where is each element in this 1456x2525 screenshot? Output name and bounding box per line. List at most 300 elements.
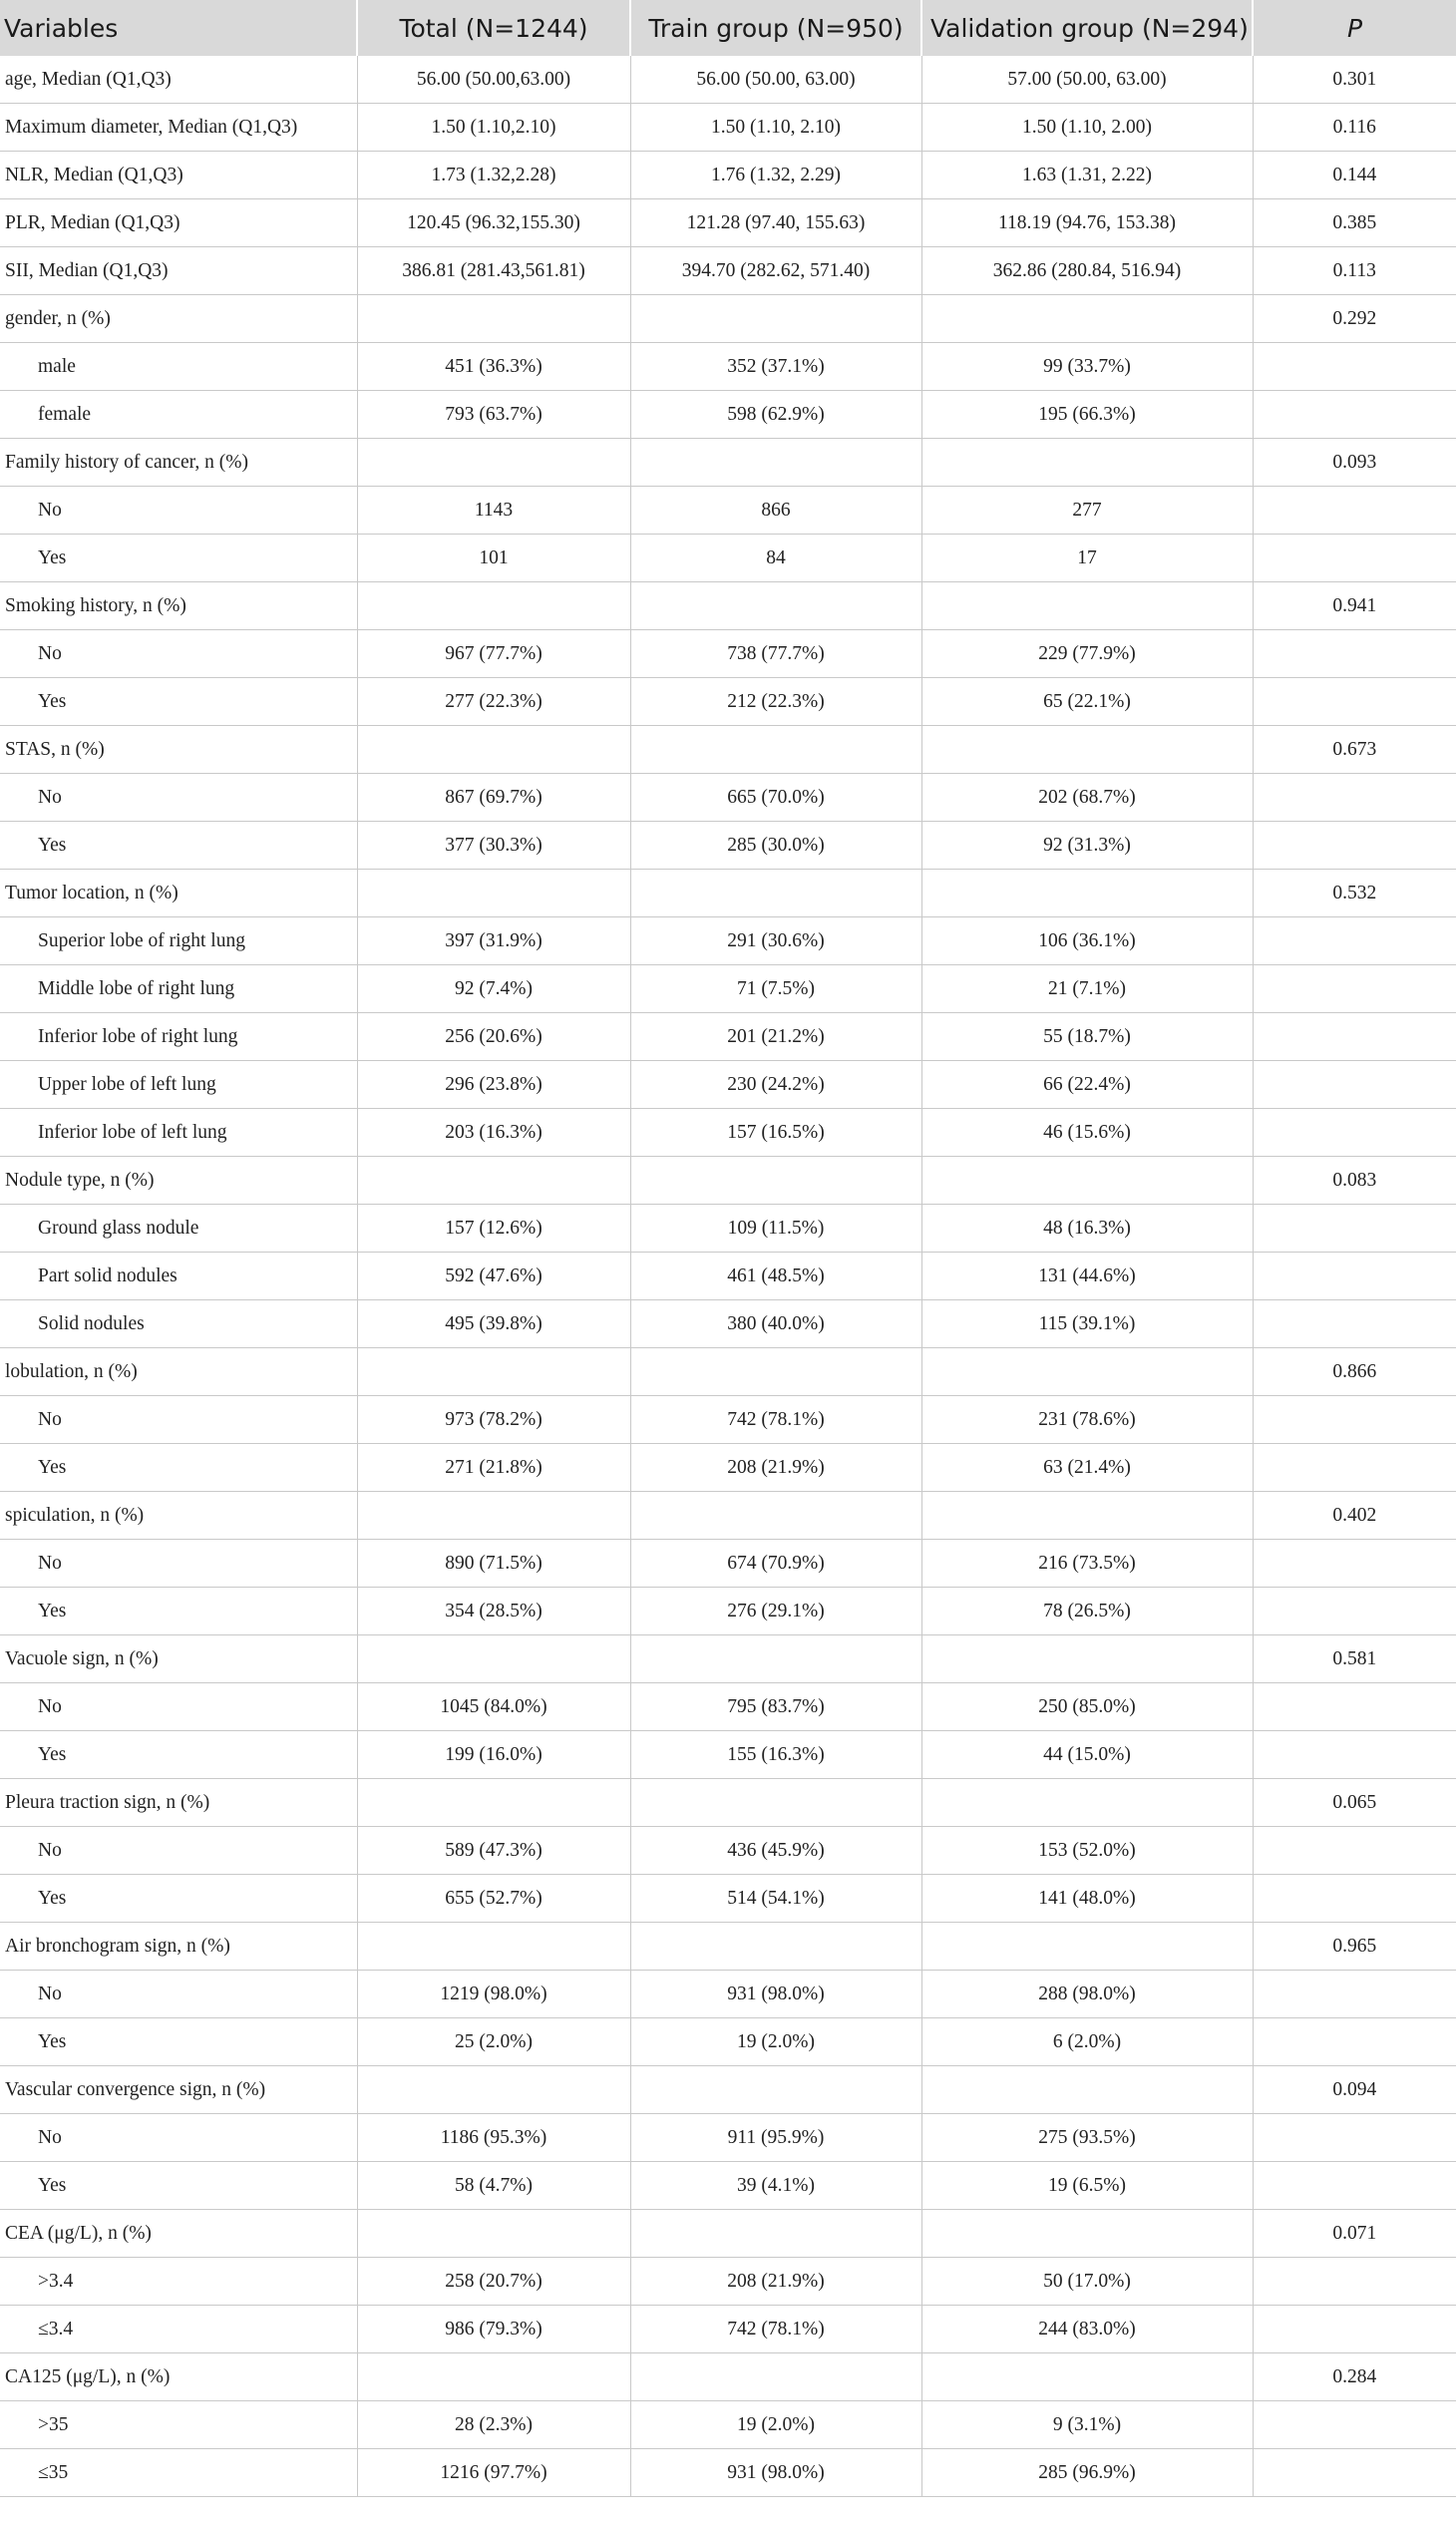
table-row [0, 391, 1456, 439]
total-cell [357, 2066, 630, 2114]
validation-group-cell: 57.00 (50.00, 63.00) [921, 56, 1253, 104]
variable-cell: Part solid nodules [0, 1253, 357, 1300]
variable-cell: No [0, 1683, 357, 1731]
p-value-cell [1253, 391, 1456, 439]
train-group-cell: 157 (16.5%) [630, 1109, 921, 1157]
train-group-cell: 285 (30.0%) [630, 822, 921, 870]
variable-cell: male [0, 343, 357, 391]
train-group-cell [630, 1157, 921, 1205]
table-row [0, 1253, 1456, 1300]
table-row [0, 1827, 1456, 1875]
train-group-cell: 121.28 (97.40, 155.63) [630, 199, 921, 247]
variable-cell: Vascular convergence sign, n (%) [0, 2066, 357, 2114]
train-group-cell: 738 (77.7%) [630, 630, 921, 678]
train-group-cell [630, 1348, 921, 1396]
total-cell: 1219 (98.0%) [357, 1971, 630, 2018]
p-value-cell [1253, 1396, 1456, 1444]
validation-group-cell [921, 439, 1253, 487]
p-value-cell: 0.402 [1253, 1492, 1456, 1540]
train-group-cell: 208 (21.9%) [630, 1444, 921, 1492]
validation-group-cell: 99 (33.7%) [921, 343, 1253, 391]
table-row [0, 1157, 1456, 1205]
table-row [0, 1875, 1456, 1923]
total-cell: 1216 (97.7%) [357, 2449, 630, 2497]
table-row [0, 1348, 1456, 1396]
total-cell: 967 (77.7%) [357, 630, 630, 678]
p-value-cell [1253, 2114, 1456, 2162]
variable-cell: Yes [0, 1588, 357, 1635]
variable-cell: >3.4 [0, 2258, 357, 2306]
variable-cell: STAS, n (%) [0, 726, 357, 774]
train-group-cell [630, 726, 921, 774]
table-row [0, 1731, 1456, 1779]
total-cell: 58 (4.7%) [357, 2162, 630, 2210]
variable-cell: Yes [0, 2018, 357, 2066]
variable-cell: No [0, 487, 357, 535]
total-cell: 203 (16.3%) [357, 1109, 630, 1157]
validation-group-cell: 115 (39.1%) [921, 1300, 1253, 1348]
validation-group-cell: 288 (98.0%) [921, 1971, 1253, 2018]
variable-cell: female [0, 391, 357, 439]
variable-cell: CEA (μg/L), n (%) [0, 2210, 357, 2258]
table-row [0, 1444, 1456, 1492]
train-group-cell: 19 (2.0%) [630, 2401, 921, 2449]
variable-cell: Pleura traction sign, n (%) [0, 1779, 357, 1827]
variable-cell: Yes [0, 1731, 357, 1779]
p-value-cell: 0.071 [1253, 2210, 1456, 2258]
total-cell: 25 (2.0%) [357, 2018, 630, 2066]
train-group-cell: 109 (11.5%) [630, 1205, 921, 1253]
total-cell: 258 (20.7%) [357, 2258, 630, 2306]
p-value-cell: 0.941 [1253, 582, 1456, 630]
p-value-cell: 0.673 [1253, 726, 1456, 774]
table-row [0, 2162, 1456, 2210]
train-group-cell [630, 439, 921, 487]
header-validation-group: Validation group (N=294) [921, 0, 1253, 56]
validation-group-cell: 66 (22.4%) [921, 1061, 1253, 1109]
table-row [0, 2210, 1456, 2258]
table-row [0, 1061, 1456, 1109]
variable-cell: Yes [0, 678, 357, 726]
total-cell: 589 (47.3%) [357, 1827, 630, 1875]
variable-cell: Yes [0, 1875, 357, 1923]
variable-cell: Yes [0, 1444, 357, 1492]
table-row [0, 582, 1456, 630]
p-value-cell [1253, 917, 1456, 965]
variable-cell: PLR, Median (Q1,Q3) [0, 199, 357, 247]
validation-group-cell: 50 (17.0%) [921, 2258, 1253, 2306]
table-row [0, 1013, 1456, 1061]
variable-cell: SII, Median (Q1,Q3) [0, 247, 357, 295]
table-row [0, 2306, 1456, 2353]
train-group-cell: 208 (21.9%) [630, 2258, 921, 2306]
p-value-cell [1253, 1444, 1456, 1492]
p-value-cell [1253, 774, 1456, 822]
total-cell: 256 (20.6%) [357, 1013, 630, 1061]
validation-group-cell: 44 (15.0%) [921, 1731, 1253, 1779]
p-value-cell [1253, 1875, 1456, 1923]
header-total: Total (N=1244) [357, 0, 630, 56]
train-group-cell: 911 (95.9%) [630, 2114, 921, 2162]
p-value-cell [1253, 678, 1456, 726]
total-cell: 120.45 (96.32,155.30) [357, 199, 630, 247]
validation-group-cell [921, 2210, 1253, 2258]
total-cell: 277 (22.3%) [357, 678, 630, 726]
p-value-cell [1253, 822, 1456, 870]
validation-group-cell: 131 (44.6%) [921, 1253, 1253, 1300]
p-value-cell [1253, 2306, 1456, 2353]
table-row [0, 1683, 1456, 1731]
train-group-cell: 276 (29.1%) [630, 1588, 921, 1635]
variable-cell: Maximum diameter, Median (Q1,Q3) [0, 104, 357, 152]
table-row [0, 152, 1456, 199]
p-value-cell [1253, 1588, 1456, 1635]
total-cell: 973 (78.2%) [357, 1396, 630, 1444]
variable-cell: Ground glass nodule [0, 1205, 357, 1253]
table-row [0, 343, 1456, 391]
p-value-cell: 0.581 [1253, 1635, 1456, 1683]
variable-cell: Air bronchogram sign, n (%) [0, 1923, 357, 1971]
total-cell [357, 1779, 630, 1827]
table-row [0, 2401, 1456, 2449]
p-value-cell: 0.094 [1253, 2066, 1456, 2114]
validation-group-cell [921, 1635, 1253, 1683]
variable-cell: Yes [0, 535, 357, 582]
total-cell: 1.50 (1.10,2.10) [357, 104, 630, 152]
variable-cell: Nodule type, n (%) [0, 1157, 357, 1205]
train-group-cell: 931 (98.0%) [630, 2449, 921, 2497]
table-row [0, 822, 1456, 870]
validation-group-cell: 48 (16.3%) [921, 1205, 1253, 1253]
table-row [0, 1779, 1456, 1827]
p-value-cell [1253, 1971, 1456, 2018]
p-value-cell [1253, 2449, 1456, 2497]
p-value-cell [1253, 1205, 1456, 1253]
train-group-cell: 212 (22.3%) [630, 678, 921, 726]
validation-group-cell [921, 582, 1253, 630]
train-group-cell: 291 (30.6%) [630, 917, 921, 965]
variable-cell: CA125 (μg/L), n (%) [0, 2353, 357, 2401]
train-group-cell: 866 [630, 487, 921, 535]
validation-group-cell: 1.63 (1.31, 2.22) [921, 152, 1253, 199]
train-group-cell [630, 1779, 921, 1827]
total-cell: 386.81 (281.43,561.81) [357, 247, 630, 295]
validation-group-cell: 78 (26.5%) [921, 1588, 1253, 1635]
table-row [0, 1205, 1456, 1253]
train-group-cell [630, 1923, 921, 1971]
total-cell: 1.73 (1.32,2.28) [357, 152, 630, 199]
table-row [0, 56, 1456, 104]
validation-group-cell [921, 295, 1253, 343]
validation-group-cell: 195 (66.3%) [921, 391, 1253, 439]
total-cell [357, 2210, 630, 2258]
p-value-cell: 0.866 [1253, 1348, 1456, 1396]
validation-group-cell: 17 [921, 535, 1253, 582]
p-value-cell [1253, 1827, 1456, 1875]
validation-group-cell [921, 1779, 1253, 1827]
table-row [0, 1923, 1456, 1971]
p-value-cell: 0.284 [1253, 2353, 1456, 2401]
validation-group-cell [921, 870, 1253, 917]
validation-group-cell: 55 (18.7%) [921, 1013, 1253, 1061]
table-row [0, 2066, 1456, 2114]
p-value-cell [1253, 2162, 1456, 2210]
p-value-cell [1253, 1109, 1456, 1157]
p-value-cell: 0.532 [1253, 870, 1456, 917]
header-row [0, 0, 1456, 56]
train-group-cell [630, 2066, 921, 2114]
validation-group-cell: 202 (68.7%) [921, 774, 1253, 822]
variable-cell: gender, n (%) [0, 295, 357, 343]
validation-group-cell: 216 (73.5%) [921, 1540, 1253, 1588]
table-row [0, 870, 1456, 917]
p-value-cell [1253, 1253, 1456, 1300]
train-group-cell: 394.70 (282.62, 571.40) [630, 247, 921, 295]
variable-cell: No [0, 630, 357, 678]
variable-cell: lobulation, n (%) [0, 1348, 357, 1396]
train-group-cell: 461 (48.5%) [630, 1253, 921, 1300]
validation-group-cell: 63 (21.4%) [921, 1444, 1253, 1492]
total-cell [357, 870, 630, 917]
table-row [0, 965, 1456, 1013]
p-value-cell [1253, 630, 1456, 678]
total-cell [357, 1635, 630, 1683]
train-group-cell: 84 [630, 535, 921, 582]
variable-cell: spiculation, n (%) [0, 1492, 357, 1540]
train-group-cell [630, 2210, 921, 2258]
table-row [0, 1492, 1456, 1540]
total-cell: 56.00 (50.00,63.00) [357, 56, 630, 104]
train-group-cell: 742 (78.1%) [630, 2306, 921, 2353]
variable-cell: Yes [0, 2162, 357, 2210]
validation-group-cell [921, 1348, 1253, 1396]
total-cell: 986 (79.3%) [357, 2306, 630, 2353]
variable-cell: Vacuole sign, n (%) [0, 1635, 357, 1683]
variable-cell: Superior lobe of right lung [0, 917, 357, 965]
validation-group-cell: 19 (6.5%) [921, 2162, 1253, 2210]
header-variables: Variables [0, 0, 357, 56]
p-value-cell [1253, 2258, 1456, 2306]
table-row [0, 1540, 1456, 1588]
total-cell: 101 [357, 535, 630, 582]
total-cell: 157 (12.6%) [357, 1205, 630, 1253]
train-group-cell [630, 295, 921, 343]
table-row [0, 678, 1456, 726]
table-row [0, 2258, 1456, 2306]
validation-group-cell [921, 2066, 1253, 2114]
p-value-cell: 0.083 [1253, 1157, 1456, 1205]
table-row [0, 535, 1456, 582]
table-row [0, 1396, 1456, 1444]
total-cell [357, 726, 630, 774]
p-value-cell: 0.093 [1253, 439, 1456, 487]
table-row [0, 1300, 1456, 1348]
table-row [0, 1635, 1456, 1683]
validation-group-cell: 92 (31.3%) [921, 822, 1253, 870]
p-value-cell: 0.116 [1253, 104, 1456, 152]
train-group-cell [630, 2353, 921, 2401]
total-cell: 271 (21.8%) [357, 1444, 630, 1492]
total-cell [357, 1348, 630, 1396]
validation-group-cell: 6 (2.0%) [921, 2018, 1253, 2066]
validation-group-cell [921, 1923, 1253, 1971]
train-group-cell: 56.00 (50.00, 63.00) [630, 56, 921, 104]
variable-cell: Inferior lobe of left lung [0, 1109, 357, 1157]
p-value-cell: 0.065 [1253, 1779, 1456, 1827]
validation-group-cell: 21 (7.1%) [921, 965, 1253, 1013]
table-body [0, 56, 1456, 2497]
variable-cell: Family history of cancer, n (%) [0, 439, 357, 487]
total-cell [357, 1923, 630, 1971]
total-cell [357, 1157, 630, 1205]
train-group-cell: 674 (70.9%) [630, 1540, 921, 1588]
variable-cell: NLR, Median (Q1,Q3) [0, 152, 357, 199]
table-row [0, 439, 1456, 487]
variable-cell: Inferior lobe of right lung [0, 1013, 357, 1061]
validation-group-cell: 1.50 (1.10, 2.00) [921, 104, 1253, 152]
validation-group-cell: 9 (3.1%) [921, 2401, 1253, 2449]
validation-group-cell [921, 1492, 1253, 1540]
table-row [0, 104, 1456, 152]
validation-group-cell [921, 726, 1253, 774]
validation-group-cell: 46 (15.6%) [921, 1109, 1253, 1157]
table-row [0, 1971, 1456, 2018]
total-cell: 1045 (84.0%) [357, 1683, 630, 1731]
validation-group-cell: 65 (22.1%) [921, 678, 1253, 726]
validation-group-cell: 118.19 (94.76, 153.38) [921, 199, 1253, 247]
train-group-cell [630, 582, 921, 630]
variable-cell: >35 [0, 2401, 357, 2449]
variable-cell: No [0, 774, 357, 822]
p-value-cell [1253, 1013, 1456, 1061]
validation-group-cell: 277 [921, 487, 1253, 535]
variable-cell: age, Median (Q1,Q3) [0, 56, 357, 104]
total-cell: 92 (7.4%) [357, 965, 630, 1013]
table-row [0, 917, 1456, 965]
train-group-cell: 155 (16.3%) [630, 1731, 921, 1779]
validation-group-cell: 231 (78.6%) [921, 1396, 1253, 1444]
variable-cell: No [0, 2114, 357, 2162]
train-group-cell: 742 (78.1%) [630, 1396, 921, 1444]
train-group-cell: 71 (7.5%) [630, 965, 921, 1013]
total-cell [357, 582, 630, 630]
header-train-group: Train group (N=950) [630, 0, 921, 56]
variable-cell: ≤35 [0, 2449, 357, 2497]
p-value-cell: 0.292 [1253, 295, 1456, 343]
train-group-cell [630, 1635, 921, 1683]
total-cell: 793 (63.7%) [357, 391, 630, 439]
p-value-cell [1253, 1683, 1456, 1731]
p-value-cell: 0.113 [1253, 247, 1456, 295]
table-row [0, 2449, 1456, 2497]
table-row [0, 630, 1456, 678]
variable-cell: No [0, 1827, 357, 1875]
validation-group-cell: 250 (85.0%) [921, 1683, 1253, 1731]
p-value-cell [1253, 535, 1456, 582]
table-row [0, 1588, 1456, 1635]
train-group-cell: 380 (40.0%) [630, 1300, 921, 1348]
total-cell: 296 (23.8%) [357, 1061, 630, 1109]
total-cell: 1143 [357, 487, 630, 535]
total-cell: 1186 (95.3%) [357, 2114, 630, 2162]
p-value-cell [1253, 1731, 1456, 1779]
total-cell: 397 (31.9%) [357, 917, 630, 965]
table-row [0, 199, 1456, 247]
total-cell [357, 295, 630, 343]
variable-cell: Solid nodules [0, 1300, 357, 1348]
validation-group-cell [921, 2353, 1253, 2401]
total-cell [357, 1492, 630, 1540]
total-cell: 354 (28.5%) [357, 1588, 630, 1635]
validation-group-cell: 362.86 (280.84, 516.94) [921, 247, 1253, 295]
validation-group-cell [921, 1157, 1253, 1205]
total-cell: 28 (2.3%) [357, 2401, 630, 2449]
variable-cell: ≤3.4 [0, 2306, 357, 2353]
variable-cell: No [0, 1396, 357, 1444]
train-group-cell: 39 (4.1%) [630, 2162, 921, 2210]
validation-group-cell: 153 (52.0%) [921, 1827, 1253, 1875]
p-value-cell: 0.385 [1253, 199, 1456, 247]
p-value-cell [1253, 2401, 1456, 2449]
p-value-cell [1253, 2018, 1456, 2066]
table-row [0, 726, 1456, 774]
train-group-cell: 1.50 (1.10, 2.10) [630, 104, 921, 152]
total-cell: 451 (36.3%) [357, 343, 630, 391]
variable-cell: No [0, 1540, 357, 1588]
total-cell: 199 (16.0%) [357, 1731, 630, 1779]
p-value-cell [1253, 487, 1456, 535]
train-group-cell: 665 (70.0%) [630, 774, 921, 822]
validation-group-cell: 244 (83.0%) [921, 2306, 1253, 2353]
p-value-cell [1253, 1540, 1456, 1588]
train-group-cell: 598 (62.9%) [630, 391, 921, 439]
train-group-cell: 230 (24.2%) [630, 1061, 921, 1109]
p-value-cell: 0.301 [1253, 56, 1456, 104]
total-cell: 655 (52.7%) [357, 1875, 630, 1923]
table-row [0, 2353, 1456, 2401]
table-row [0, 1109, 1456, 1157]
validation-group-cell: 275 (93.5%) [921, 2114, 1253, 2162]
total-cell [357, 439, 630, 487]
variable-cell: Tumor location, n (%) [0, 870, 357, 917]
train-group-cell: 931 (98.0%) [630, 1971, 921, 2018]
table-row [0, 2018, 1456, 2066]
train-group-cell: 201 (21.2%) [630, 1013, 921, 1061]
train-group-cell: 436 (45.9%) [630, 1827, 921, 1875]
p-value-cell [1253, 1300, 1456, 1348]
p-value-cell [1253, 1061, 1456, 1109]
validation-group-cell: 285 (96.9%) [921, 2449, 1253, 2497]
variable-cell: Upper lobe of left lung [0, 1061, 357, 1109]
table-row [0, 295, 1456, 343]
train-group-cell: 352 (37.1%) [630, 343, 921, 391]
validation-group-cell: 141 (48.0%) [921, 1875, 1253, 1923]
p-value-cell [1253, 965, 1456, 1013]
train-group-cell: 795 (83.7%) [630, 1683, 921, 1731]
table-row [0, 774, 1456, 822]
total-cell [357, 2353, 630, 2401]
total-cell: 592 (47.6%) [357, 1253, 630, 1300]
train-group-cell: 514 (54.1%) [630, 1875, 921, 1923]
total-cell: 377 (30.3%) [357, 822, 630, 870]
header-p-value: P [1253, 0, 1456, 56]
table-row [0, 487, 1456, 535]
table-row [0, 2114, 1456, 2162]
variable-cell: Yes [0, 822, 357, 870]
variable-cell: Middle lobe of right lung [0, 965, 357, 1013]
p-value-cell [1253, 343, 1456, 391]
total-cell: 890 (71.5%) [357, 1540, 630, 1588]
